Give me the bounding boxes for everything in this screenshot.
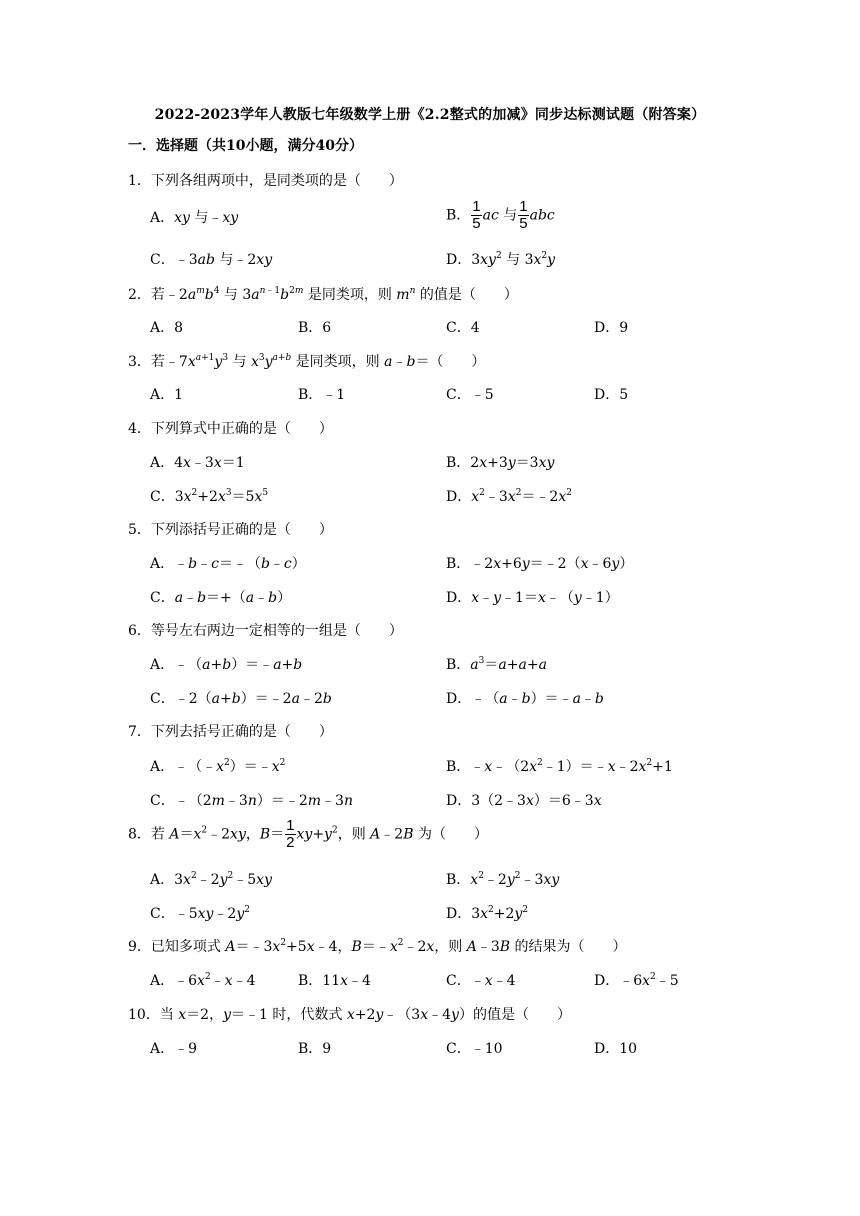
question-5-stem: 5．下列添括号正确的是（ ） [128, 522, 333, 538]
question-5-option-b: B．﹣2x+6y＝﹣2（x﹣6y） [446, 556, 634, 572]
question-6-option-c: C．﹣2（a+b）＝﹣2a﹣2b [150, 691, 332, 707]
question-8-option-d: D．$3x^2+2y^2$ [446, 905, 529, 922]
question-10-option-a: A．﹣9 [150, 1041, 198, 1057]
question-3-option-a: A．1 [150, 387, 184, 403]
question-10-option-d: D．10 [594, 1041, 638, 1057]
question-7-option-b: B．$﹣x﹣(2x^2﹣1)=﹣x﹣2x^2+1$ [446, 758, 673, 775]
question-10-option-c: C．﹣10 [446, 1041, 503, 1057]
question-6-stem: 6．等号左右两边一定相等的一组是（ ） [128, 623, 403, 639]
question-8-option-c: C．$﹣5xy﹣2y^2$ [150, 905, 251, 922]
question-1-option-c: C．﹣3ab 与﹣2xy [150, 252, 273, 268]
question-10-option-b: B．9 [298, 1041, 332, 1057]
question-7-option-a: A．$﹣(﹣x^2)=﹣x^2$ [150, 758, 286, 775]
question-4-option-b: B．2x+3y＝3xy [446, 455, 555, 471]
question-8-stem: 8．若 $A=x^2﹣2xy$，B＝ $\frac{1}{2}$ $xy+y^2$，则 A﹣2B 为（ ） [128, 817, 488, 851]
question-6-option-a: A．﹣（a+b）＝﹣a+b [150, 657, 303, 673]
question-4-option-d: D．$x^2﹣3x^2=﹣2x^2$ [446, 488, 572, 505]
question-9-option-a: A．$﹣6x^2﹣x﹣4$ [150, 972, 256, 989]
question-5-option-d: D．x﹣y﹣1＝x﹣（y﹣1） [446, 590, 619, 606]
question-9-stem: 9．已知多项式 $A=﹣3x^2+5x﹣4$，$B=﹣x^2﹣2x$，则 A﹣3B 的结果为（ ） [128, 938, 627, 955]
question-8-option-a: A．$3x^2﹣2y^2﹣5xy$ [150, 871, 272, 888]
question-9-option-b: B．11x﹣4 [298, 973, 371, 989]
question-2-option-a: A．8 [150, 320, 184, 336]
question-3-stem: 3．若$﹣7x^{a+1}y^3$ 与 $x^3y^{a+b}$ 是同类项，则 a﹣b＝（ ） [128, 353, 486, 370]
question-1-option-b: B． $\frac{1}{5}$ ac 与 $\frac{1}{5}$ abc [446, 198, 555, 232]
document-title: 2022-2023学年人教版七年级数学上册《2.2整式的加减》同步达标测试题（附答案） [154, 107, 706, 123]
question-3-option-b: B．﹣1 [298, 387, 346, 403]
question-1-option-a: A．xy 与﹣xy [150, 210, 239, 226]
question-2-option-d: D．9 [594, 320, 629, 336]
question-1-option-d: D．$3xy^2$ 与 $3x^2y$ [446, 251, 556, 268]
question-3-option-c: C．﹣5 [446, 387, 494, 403]
question-4-stem: 4．下列算式中正确的是（ ） [128, 421, 333, 437]
question-7-option-d: D．3（2﹣3x）＝6﹣3x [446, 793, 602, 809]
question-6-option-b: B．$a^3=a+a+a$ [446, 656, 547, 673]
section-heading: 一．选择题（共10小题，满分40分） [128, 138, 363, 154]
question-2-option-b: B．6 [298, 320, 332, 336]
question-6-option-d: D．﹣（a﹣b）＝﹣a﹣b [446, 691, 604, 707]
question-1-stem: 1．下列各组两项中，是同类项的是（ ） [128, 173, 403, 189]
question-2-stem: 2．若$﹣2a^mb^4$ 与 $3a^{n﹣1}b^{2m}$ 是同类项，则 $m^n$ 的值是（ ） [128, 286, 518, 303]
question-7-option-c: C．﹣（2m﹣3n）＝﹣2m﹣3n [150, 793, 354, 809]
question-4-option-c: C．$3x^2+2x^3=5x^5$ [150, 488, 269, 505]
question-5-option-a: A．﹣b﹣c＝﹣（b﹣c） [150, 556, 306, 572]
question-10-stem: 10．当 x＝2，y＝﹣1 时，代数式 x+2y﹣（3x﹣4y）的值是（ ） [128, 1007, 571, 1023]
question-2-option-c: C．4 [446, 320, 480, 336]
question-9-option-c: C．﹣x﹣4 [446, 973, 516, 989]
question-8-option-b: B．$x^2﹣2y^2﹣3xy$ [446, 871, 560, 888]
question-3-option-d: D．5 [594, 387, 629, 403]
question-5-option-c: C．a﹣b＝+（a﹣b） [150, 590, 292, 606]
question-4-option-a: A．4x﹣3x＝1 [150, 455, 245, 471]
question-7-stem: 7．下列去括号正确的是（ ） [128, 724, 333, 740]
question-9-option-d: D．$﹣6x^2﹣5$ [594, 972, 679, 989]
